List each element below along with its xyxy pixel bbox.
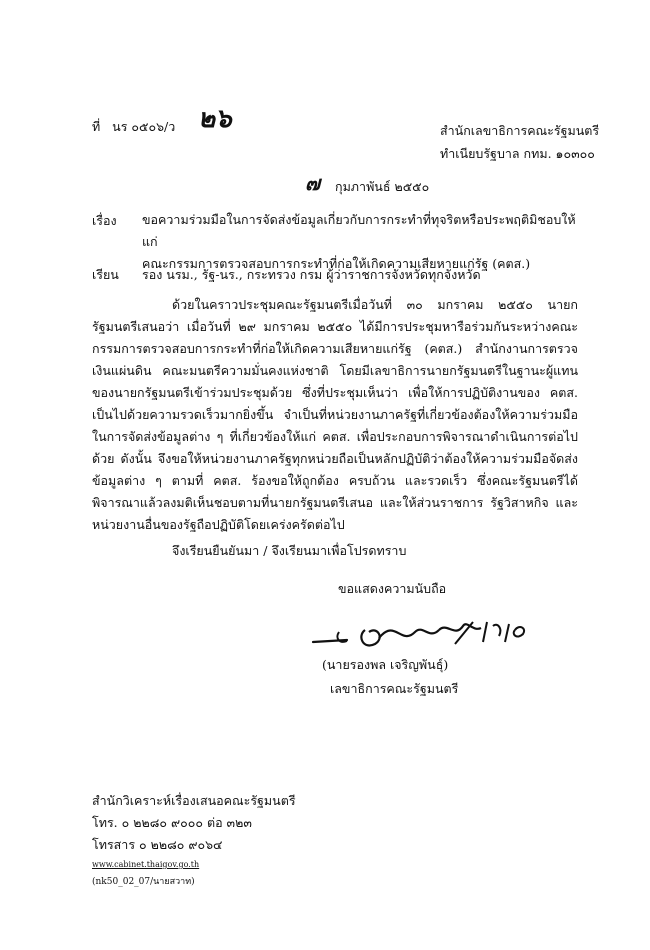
reference-label: ที่ — [92, 119, 101, 134]
reference-number-handwritten: ๒๖ — [198, 104, 232, 134]
subject-line-2: คณะกรรมการตรวจสอบการกระทำที่ก่อให้เกิดความเสียหายแก่รัฐ (คตส.) — [142, 256, 531, 271]
reference-number — [92, 118, 175, 136]
signatory-name: (นายรองพล เจริญพันธุ์) — [322, 657, 449, 672]
salutation-recipients: รอง นรม., รัฐ-นร., กระทรวง กรม ผู้ว่าราชการจังหวัดทุกจังหวัด — [142, 267, 481, 282]
date-day-handwritten: ๗ — [305, 171, 321, 195]
reference-prefix: นร ๐๕๐๖/ว — [112, 119, 176, 134]
subject-line-1: ขอความร่วมมือในการจัดส่งข้อมูลเกี่ยวกับการกระทำที่ทุจริตหรือประพฤติมิชอบให้แก่ — [142, 212, 576, 249]
footer-phone: โทร. ๐ ๒๒๘๐ ๙๐๐๐ ต่อ ๓๒๓ — [92, 815, 252, 830]
office-address: ทำเนียบรัฐบาล กทม. ๑๐๓๐๐ — [440, 146, 595, 161]
salutation-label: เรียน — [92, 267, 119, 282]
body-paragraph: ด้วยในคราวประชุมคณะรัฐมนตรีเมื่อวันที่ ๓๐ มกราคม ๒๕๕๐ นายกรัฐมนตรีเสนอว่า เมื่อวันที่ ๒๙ มกราคม ๒๕๕๐ ได้มีการประชุมหารือร่วมกันระหว่างคณะกรรมการตรวจสอบการกระทำที่ก่อให้เกิดความเสียหายแก่รัฐ (คตส.) สำนักงานการตรวจเงินแผ่นดิน คณะมนตรีความมั่นคงแห่งชาติ โดยมีเลขาธิการนายกรัฐมนตรีในฐานะผู้แทนของนายกรัฐมนตรีเข้าร่วมประชุมด้วย ซึ่งที่ประชุมเห็นว่า เพื่อให้การปฏิบัติงานของ คตส. เป็นไปด้วยความรวดเร็วมากยิ่งขึ้น จำเป็นที่หน่วยงานภาครัฐที่เกี่ยวข้องต้องให้ความร่วมมือในการจัดส่งข้อมูลต่าง ๆ ที่เกี่ยวข้องให้แก่ คตส. เพื่อประกอบการพิจารณาดำเนินการต่อไปด้วย ดังนั้น จึงขอให้หน่วยงานภาครัฐทุกหน่วยถือเป็นหลักปฏิบัติว่าต้องให้ความร่วมมือจัดส่งข้อมูลต่าง ๆ ตามที่ คตส. ร้องขอให้ถูกต้อง ครบถ้วน และรวดเร็ว ซึ่งคณะรัฐมนตรีได้พิจารณาแล้วลงมติเห็นชอบตามที่นายกรัฐมนตรีเสนอ และให้ส่วนราชการ รัฐวิสาหกิจ และหน่วยงานอื่นของรัฐถือปฏิบัติโดยเคร่งครัดต่อไป — [92, 297, 578, 532]
subject-label: เรื่อง — [92, 213, 117, 228]
footer-file-code: (nk50_02_07/นายสวาท) — [92, 877, 195, 887]
footer-fax: โทรสาร ๐ ๒๒๘๐ ๙๐๖๔ — [92, 837, 223, 852]
signatory-position: เลขาธิการคณะรัฐมนตรี — [330, 681, 459, 696]
complimentary-close: ขอแสดงความนับถือ — [338, 581, 447, 596]
document-date: กุมภาพันธ์ ๒๕๕๐ — [335, 179, 430, 194]
footer-division: สำนักวิเคราะห์เรื่องเสนอคณะรัฐมนตรี — [92, 793, 296, 808]
footer-website-link[interactable]: www.cabinet.thaigov.go.th — [92, 860, 200, 869]
office-name: สำนักเลขาธิการคณะรัฐมนตรี — [440, 123, 600, 138]
handwritten-signature — [305, 610, 535, 660]
closing-request: จึงเรียนยืนยันมา / จึงเรียนมาเพื่อโปรดทราบ — [172, 543, 407, 558]
